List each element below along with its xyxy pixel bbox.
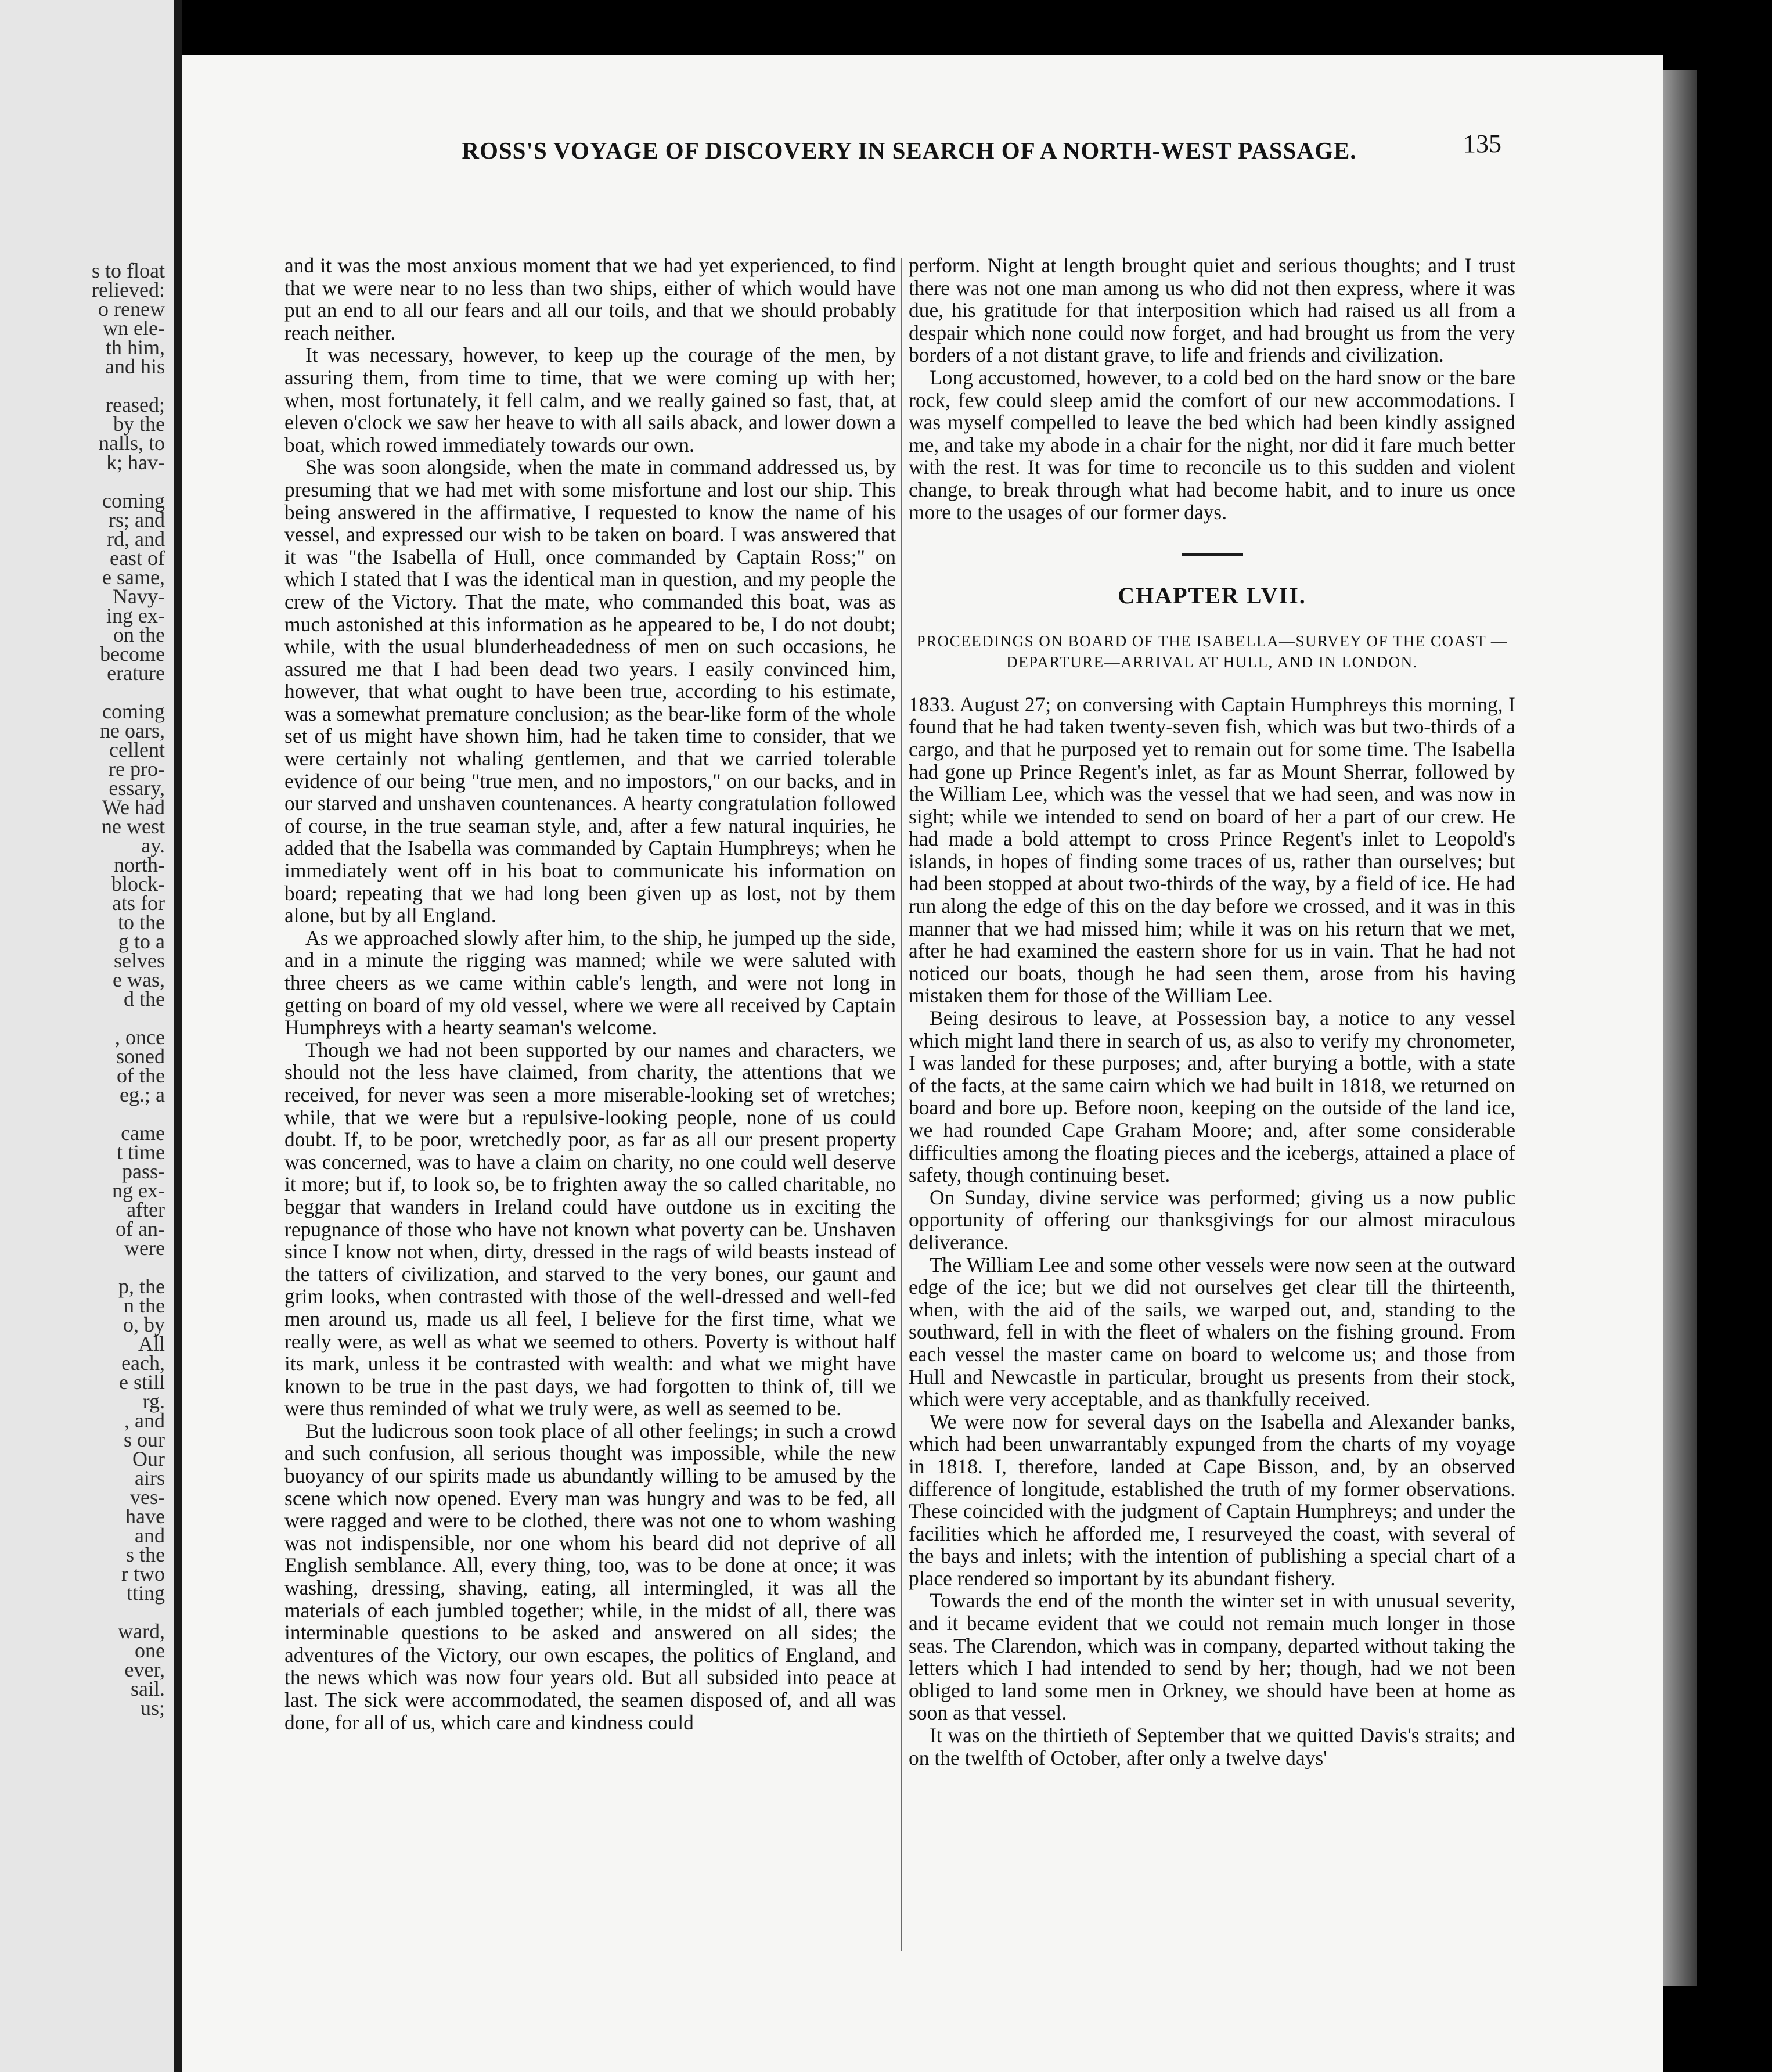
left-paragraph-4: As we approached slowly after him, to the ship, he jumped up the side, and in a minute the rigging was manned; while we were saluted with three cheers as we came within cable's length, and were not long in getting on board of my old vessel, where we were all received by Captain Humphreys with a hearty seaman's welcome. <box>284 926 896 1039</box>
right-column <box>909 254 1515 1769</box>
right-paragraph-8: Towards the end of the month the winter set in with unusual severity, and it became evident that we could not remain much longer in those seas. The Clarendon, which was in company, departed without taking the letters which I had intended to send by her; though, had we not been obliged to land some men in Orkney, we should have been at home as soon as that vessel. <box>909 1589 1515 1725</box>
left-column <box>284 254 896 1733</box>
book-gutter <box>174 0 182 2072</box>
right-paragraph-6: The William Lee and some other vessels were now seen at the outward edge of the ice; but we did not ourselves get clear till the thirteenth, when, with the aid of the sails, we warped out, and, standing to the southward, fell in with the fleet of whalers on the fishing ground. From each vessel the master came on board to welcome us; and those from Hull and Newcastle in particular, brought us presents from their stock, which were very acceptable, and as thankfully received. <box>909 1253 1515 1411</box>
right-paragraph-7: We were now for several days on the Isabella and Alexander banks, which had been unwarrantably expunged from the charts of my voyage in 1818. I, therefore, landed at Cape Bisson, and, by an observed difference of longitude, established the truth of my former observations. These coincided with the judgment of Captain Humphreys; and under the facilities which he afforded me, I resurveyed the coast, with several of the bays and inlets; with the intention of publishing a special chart of a place rendered so important by its abundant fishery. <box>909 1409 1515 1590</box>
right-paragraph-1: perform. Night at length brought quiet and serious thoughts; and I trust there was not one man among us who did not then express, where it was due, his gratitude for that interposition which had raised us all from a despair which none could now forget, and had brought us from the very borders of a not distant grave, to life and friends and civilization. <box>909 254 1515 367</box>
page-edge-shadow <box>1663 70 1697 1986</box>
left-paragraph-6: But the ludicrous soon took place of all other feelings; in such a crowd and such confusion, all serious thought was impossible, while the new buoyancy of our spirits made us abundantly willing to be amused by the scene which now opened. Every man was hungry and was to be fed, all were ragged and were to be clothed, there was not one to whom washing was not indispensible, nor one whom his beard did not deprive of all English semblance. All, every thing, too, was to be done at once; it was washing, dressing, shaving, eating, all intermingled, it was all the materials of each jumbled together; while, in the midst of all, there was interminable questions to be asked and answered on all sides; the adventures of the Victory, our own escapes, the politics of England, and the news which was now four years old. But all subsided into peace at last. The sick were accommodated, the seamen disposed of, and all was done, for all of us, which care and kindness could <box>284 1419 896 1734</box>
column-divider <box>901 258 902 1951</box>
left-paragraph-3: She was soon alongside, when the mate in command addressed us, by presuming that we had met with some misfortune and lost our ship. This being answered in the affirmative, I requested to know the name of his vessel, and expressed our wish to be taken on board. I was answered that it was "the Isabella of Hull, once commanded by Captain Ross;" on which I stated that I was the identical man in question, and my people the crew of the Victory. That the mate, who commanded this boat, was as much astonished at this information as he appeared to be, I do not doubt; while, with the usual blunderheadedness of men on such occasions, he assured me that I had been dead two years. I easily convinced him, however, that what ought to have been true, according to his estimate, was a somewhat premature conclusion; as the bear-like form of the whole set of us might have shown him, had he taken time to consider, that we were certainly not whaling gentlemen, and that we carried tolerable evidence of our being "true men, and no impostors," on our backs, and in our starved and unshaven countenances. A hearty congratulation followed of course, in the true seaman style, and, after a few natural inquiries, he added that the Isabella was commanded by Captain Humphreys; when he immediately went off in his boat to communicate his information on board; repeating that we had long been given up as lost, not by them alone, but by all England. <box>284 455 896 927</box>
chapter-separator-rule <box>1182 553 1243 556</box>
right-paragraph-5: On Sunday, divine service was performed; giving us a now public opportunity of offering our thanksgivings for our almost miraculous deliverance. <box>909 1185 1515 1254</box>
previous-page-text: s to float relieved: o renew wn ele- th him, and his reased; by the nalls, to k; hav- coming rs; and rd, and east of e same, Navy- ing ex- on the become erature coming ne oars, cellent re pro- essary, We had ne west ay. north- block- ats for to the g to a selves e was, d the , once soned of the eg.; a came t time pass- ng ex- after of an- were p, the n the o, by All each, e still rg. , and s our Our airs ves- have and s the r two tting ward, one ever, sail. us; <box>92 259 165 1720</box>
chapter-title: CHAPTER LVII. <box>1118 582 1306 609</box>
running-head: ROSS'S VOYAGE OF DISCOVERY IN SEARCH OF A NORTH-WEST PASSAGE. <box>462 137 1357 164</box>
left-paragraph-5: Though we had not been supported by our names and characters, we should not the less have claimed, from charity, the attentions that we received, for never was seen a more miserable-looking set of wretches; while, that we were but a repulsive-looking people, none of us could doubt. If, to be poor, wretchedly poor, as far as all our present property was concerned, was to have a claim on charity, no one could well deserve it more; but if, to look so, be to frighten away the so called charitable, no beggar that wanders in Ireland could have outdone us in exciting the repugnance of those who have not known what poverty can be. Unshaven since I know not when, dirty, dressed in the rags of wild beasts instead of the tatters of civilization, and starved to the very bones, our gaunt and grim looks, when contrasted with those of the well-dressed and well-fed men around us, made us all feel, I believe for the first time, what we really were, as well as what we seemed to others. Poverty is without half its mark, unless it be contrasted with wealth: and what we might have known to be true in the past days, we had forgotten to think of, till we were thus reminded of what we truly were, as well as seemed to be. <box>284 1038 896 1420</box>
previous-page-edge <box>0 0 174 2072</box>
right-paragraph-4: Being desirous to leave, at Possession bay, a notice to any vessel which might land there in search of us, as also to verify my chronometer, I was landed for these purposes; and, after burying a bottle, with a state of the facts, at the same cairn which we had built in 1818, we returned on board and bore up. Before noon, keeping on the outside of the land ice, we had rounded Cape Graham Moore; and, after some considerable difficulties among the floating pieces and the icebergs, attained a place of safety, though continuing beset. <box>909 1006 1515 1187</box>
page-number: 135 <box>1463 130 1501 158</box>
right-paragraph-3: 1833. August 27; on conversing with Captain Humphreys this morning, I found that he had taken twenty-seven fish, which was but two-thirds of a cargo, and that he purposed yet to remain out for some time. The Isabella had gone up Prince Regent's inlet, as far as Mount Sherrar, followed by the William Lee, which was the vessel that we had seen, and was now in sight; while we intended to send on board of her a part of our crew. He had made a bold attempt to cross Prince Regent's inlet to Leopold's islands, in hopes of finding some traces of us, rather than ourselves; but had been stopped at about two-thirds of the way, by a field of ice. He had run along the edge of this on the day before we crossed, and it was in this manner that we had missed him; while it was on his return that we met, after he had examined the eastern shore for us in vain. That he had not noticed our boats, though he had seen them, arose from his having mistaken them for those of the William Lee. <box>909 692 1515 1008</box>
left-paragraph-2: It was necessary, however, to keep up the courage of the men, by assuring them, from time to time, that we were coming up with her; when, most fortunately, it fell calm, and we really gained so fast, that, at eleven o'clock we saw her heave to with all sails aback, and lower down a boat, which rowed immediately towards our own. <box>284 343 896 456</box>
right-paragraph-2: Long accustomed, however, to a cold bed on the hard snow or the bare rock, few could sleep amid the comfort of our new accommodations. I was myself compelled to leave the bed which had been kindly assigned me, and take my abode in a chair for the night, nor did it fare much better with the rest. It was for time to reconcile us to this sudden and violent change, to break through what had become habit, and to inure us once more to the usages of our former days. <box>909 365 1515 524</box>
chapter-summary: PROCEEDINGS ON BOARD OF THE ISABELLA—SURVEY OF THE COAST —DEPARTURE—ARRIVAL AT HULL, AND IN LONDON. <box>916 632 1508 671</box>
left-paragraph-1: and it was the most anxious moment that we had yet experienced, to find that we were near to no less than two ships, either of which would have put an end to all our fears and all our toils, and that we should probably reach neither. <box>284 254 896 344</box>
right-paragraph-9: It was on the thirtieth of September that we quitted Davis's straits; and on the twelfth of October, after only a twelve days' <box>909 1724 1515 1769</box>
